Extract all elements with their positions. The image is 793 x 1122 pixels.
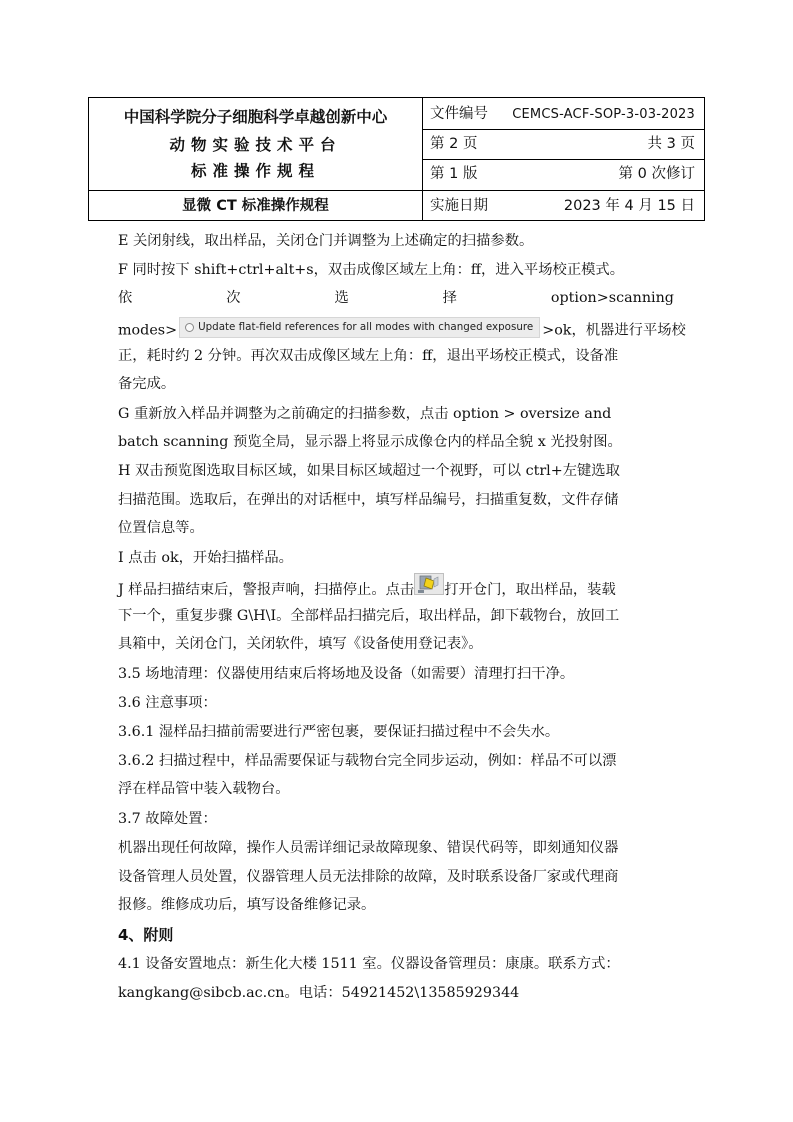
flat-field-option-screenshot <box>179 317 540 338</box>
step-j-text: 打开仓门，取出样品，装载 <box>444 582 616 598</box>
menu-path-word: option>scanning <box>550 290 674 306</box>
section-3-6-2: 3.6.2 扫描过程中，样品需要保证与载物台完全同步运动，例如：样品不可以漂 <box>118 753 617 769</box>
step-h-text: 扫描范围。选取后，在弹出的对话框中，填写样品编号，扫描重复数，文件存储 <box>118 492 619 508</box>
section-4-heading: 4、附则 <box>118 926 174 944</box>
contact-info: kangkang@sibcb.ac.cn。电话：54921452\13585929344 <box>118 985 520 1001</box>
page-number: 第 2 页 <box>430 136 478 152</box>
document-title: 显微 CT 标准操作规程 <box>182 198 329 214</box>
menu-path-word: 次 <box>226 290 241 306</box>
page-total: 共 3 页 <box>647 136 695 152</box>
section-3-7: 3.7 故障处置： <box>118 811 217 827</box>
menu-path-text: >ok，机器进行平场校 <box>542 322 686 339</box>
radio-icon <box>185 323 194 332</box>
file-number-label: 文件编号 <box>430 106 488 122</box>
menu-path-word: 选 <box>334 290 349 306</box>
step-f-menu-path <box>118 291 674 305</box>
step-j-text: 下一个，重复步骤 G\H\I。全部样品扫描完后，取出样品，卸下载物台，放回工 <box>118 608 620 624</box>
step-h-text: 位置信息等。 <box>118 520 204 536</box>
header-row-line <box>422 159 704 160</box>
fault-text: 机器出现任何故障，操作人员需详细记录故障现象、错误代码等，即刻通知仪器 <box>118 840 619 856</box>
section-3-6: 3.6 注意事项： <box>118 695 217 711</box>
step-i: I 点击 ok，开始扫描样品。 <box>118 550 293 566</box>
menu-path-text: modes> <box>118 322 178 339</box>
fault-text: 报修。维修成功后，填写设备维修记录。 <box>118 897 376 913</box>
section-3-6-2-text: 浮在样品管中装入载物台。 <box>118 781 290 797</box>
header-row-line <box>422 129 704 130</box>
step-e: E 关闭射线，取出样品，关闭仓门并调整为上述确定的扫描参数。 <box>118 233 534 249</box>
document-header-table <box>88 97 705 221</box>
step-f-text: 正，耗时约 2 分钟。再次双击成像区域左上角：ff，退出平场校正模式，设备准 <box>118 348 619 364</box>
org-name: 中国科学院分子细胞科学卓越创新中心 <box>123 108 388 126</box>
sop-label: 标准操作规程 <box>190 162 320 180</box>
flat-field-option-label: Update flat-field references for all modes with changed exposure <box>198 321 534 334</box>
effective-date-label: 实施日期 <box>430 198 488 214</box>
file-number-value: CEMCS-ACF-SOP-3-03-2023 <box>512 107 695 122</box>
open-door-icon <box>414 573 444 595</box>
step-g-text: batch scanning 预览全局，显示器上将显示成像仓内的样品全貌 x 光投射图。 <box>118 434 622 450</box>
menu-path-word: 依 <box>118 290 133 306</box>
section-3-6-1: 3.6.1 湿样品扫描前需要进行严密包裹，要保证扫描过程中不会失水。 <box>118 724 560 740</box>
revision: 第 0 次修订 <box>618 166 695 182</box>
step-g: G 重新放入样品并调整为之前确定的扫描参数，点击 option > oversize and <box>118 406 612 422</box>
step-f-option-line <box>118 320 686 341</box>
platform-name: 动物实验技术平台 <box>169 136 342 154</box>
step-f-text: 备完成。 <box>118 376 176 392</box>
section-4-1: 4.1 设备安置地点：新生化大楼 1511 室。仪器设备管理员：康康。联系方式： <box>118 956 620 972</box>
header-row-line <box>89 190 704 191</box>
step-j-text: J 样品扫描结束后，警报声响，扫描停止。点击 <box>118 582 415 598</box>
step-f: F 同时按下 shift+ctrl+alt+s，双击成像区域左上角：ff，进入平场校正模式。 <box>118 262 625 278</box>
effective-date-value: 2023 年 4 月 15 日 <box>563 198 695 214</box>
fault-text: 设备管理人员处置，仪器管理人员无法排除的故障，及时联系设备厂家或代理商 <box>118 869 619 885</box>
step-j-text: 具箱中，关闭仓门，关闭软件，填写《设备使用登记表》。 <box>118 636 483 652</box>
step-j <box>118 579 616 601</box>
step-h: H 双击预览图选取目标区域，如果目标区域超过一个视野，可以 ctrl+左键选取 <box>118 463 620 479</box>
menu-path-word: 择 <box>442 290 457 306</box>
section-3-5: 3.5 场地清理：仪器使用结束后将场地及设备（如需要）清理打扫干净。 <box>118 666 575 682</box>
edition: 第 1 版 <box>430 166 478 182</box>
